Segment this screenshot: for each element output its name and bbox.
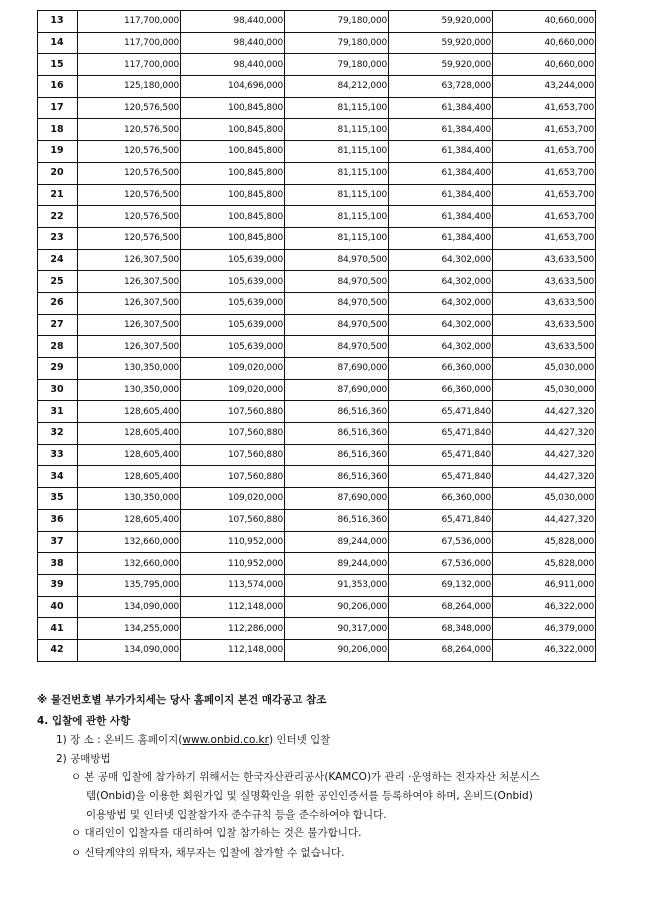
item-number-cell: 25 [38, 271, 78, 293]
price-cell: 46,379,000 [493, 618, 596, 640]
section-title: 4. 입찰에 관한 사항 [37, 715, 131, 727]
item-number-cell: 20 [38, 162, 78, 184]
price-cell: 61,384,400 [389, 227, 493, 249]
price-cell: 110,952,000 [181, 553, 285, 575]
price-cell: 43,633,500 [493, 292, 596, 314]
bid-location-suffix: ) 인터넷 입찰 [268, 734, 331, 746]
price-cell: 117,700,000 [78, 32, 181, 54]
table-row [38, 574, 596, 596]
price-cell: 126,307,500 [78, 292, 181, 314]
table-row [38, 97, 596, 119]
price-cell: 44,427,320 [493, 509, 596, 531]
price-cell: 86,516,360 [285, 466, 389, 488]
price-cell: 44,427,320 [493, 466, 596, 488]
price-cell: 117,700,000 [78, 11, 181, 33]
price-cell: 100,845,800 [181, 227, 285, 249]
item-number-cell: 19 [38, 141, 78, 163]
item-number-cell: 28 [38, 336, 78, 358]
price-cell: 120,576,500 [78, 141, 181, 163]
price-cell: 79,180,000 [285, 32, 389, 54]
price-cell: 81,115,100 [285, 162, 389, 184]
bid-location-item [56, 733, 330, 747]
item-number-cell: 15 [38, 54, 78, 76]
price-cell: 44,427,320 [493, 423, 596, 445]
bullet-agent-restriction: ㅇ 대리인이 입찰자를 대리하여 입찰 참가하는 것은 불가합니다. [71, 827, 362, 839]
price-cell: 112,148,000 [181, 596, 285, 618]
price-cell: 84,212,000 [285, 76, 389, 98]
item-number-cell: 24 [38, 249, 78, 271]
item-number-cell: 34 [38, 466, 78, 488]
price-cell: 87,690,000 [285, 488, 389, 510]
price-schedule-body [38, 11, 596, 662]
price-cell: 66,360,000 [389, 358, 493, 380]
price-cell: 68,264,000 [389, 639, 493, 661]
bid-location-prefix: 1) 장 소 : 온비드 홈페이지( [56, 734, 183, 746]
item-number-cell: 22 [38, 206, 78, 228]
price-cell: 68,264,000 [389, 596, 493, 618]
price-cell: 40,660,000 [493, 54, 596, 76]
price-cell: 120,576,500 [78, 119, 181, 141]
price-cell: 126,307,500 [78, 336, 181, 358]
price-cell: 61,384,400 [389, 97, 493, 119]
price-cell: 90,317,000 [285, 618, 389, 640]
price-cell: 100,845,800 [181, 119, 285, 141]
price-cell: 84,970,500 [285, 336, 389, 358]
price-cell: 64,302,000 [389, 314, 493, 336]
price-cell: 46,911,000 [493, 574, 596, 596]
table-row [38, 444, 596, 466]
item-number-cell: 26 [38, 292, 78, 314]
table-row [38, 336, 596, 358]
price-cell: 126,307,500 [78, 249, 181, 271]
price-cell: 110,952,000 [181, 531, 285, 553]
price-cell: 67,536,000 [389, 531, 493, 553]
price-cell: 79,180,000 [285, 54, 389, 76]
price-cell: 59,920,000 [389, 11, 493, 33]
price-cell: 134,090,000 [78, 596, 181, 618]
item-number-cell: 40 [38, 596, 78, 618]
price-cell: 45,828,000 [493, 553, 596, 575]
price-cell: 81,115,100 [285, 184, 389, 206]
price-cell: 100,845,800 [181, 206, 285, 228]
price-cell: 46,322,000 [493, 639, 596, 661]
price-cell: 43,633,500 [493, 314, 596, 336]
price-cell: 128,605,400 [78, 466, 181, 488]
table-row [38, 76, 596, 98]
item-number-cell: 35 [38, 488, 78, 510]
price-cell: 105,639,000 [181, 292, 285, 314]
price-cell: 134,255,000 [78, 618, 181, 640]
price-cell: 90,206,000 [285, 596, 389, 618]
price-cell: 112,286,000 [181, 618, 285, 640]
price-cell: 65,471,840 [389, 509, 493, 531]
price-cell: 61,384,400 [389, 119, 493, 141]
price-cell: 41,653,700 [493, 97, 596, 119]
table-row [38, 553, 596, 575]
table-row [38, 32, 596, 54]
bullet-registration-line2: 템(Onbid)을 이용한 회원가입 및 실명확인을 위한 공인인증서를 등록하여야 하며, 온비드(Onbid) [86, 790, 533, 802]
price-cell: 84,970,500 [285, 314, 389, 336]
price-cell: 128,605,400 [78, 444, 181, 466]
table-row [38, 141, 596, 163]
price-cell: 59,920,000 [389, 32, 493, 54]
item-number-cell: 23 [38, 227, 78, 249]
price-cell: 107,560,880 [181, 401, 285, 423]
price-cell: 112,148,000 [181, 639, 285, 661]
price-cell: 98,440,000 [181, 54, 285, 76]
onbid-link[interactable]: www.onbid.co.kr [182, 734, 269, 746]
price-cell: 134,090,000 [78, 639, 181, 661]
price-cell: 64,302,000 [389, 249, 493, 271]
price-cell: 109,020,000 [181, 488, 285, 510]
table-row [38, 488, 596, 510]
price-cell: 100,845,800 [181, 162, 285, 184]
table-row [38, 314, 596, 336]
item-number-cell: 33 [38, 444, 78, 466]
price-cell: 46,322,000 [493, 596, 596, 618]
price-cell: 109,020,000 [181, 379, 285, 401]
price-cell: 105,639,000 [181, 249, 285, 271]
item-number-cell: 13 [38, 11, 78, 33]
price-cell: 43,633,500 [493, 249, 596, 271]
price-cell: 81,115,100 [285, 119, 389, 141]
price-cell: 130,350,000 [78, 358, 181, 380]
table-row [38, 509, 596, 531]
item-number-cell: 27 [38, 314, 78, 336]
price-cell: 128,605,400 [78, 423, 181, 445]
price-cell: 128,605,400 [78, 509, 181, 531]
price-cell: 41,653,700 [493, 141, 596, 163]
item-number-cell: 30 [38, 379, 78, 401]
price-cell: 135,795,000 [78, 574, 181, 596]
price-cell: 105,639,000 [181, 314, 285, 336]
item-number-cell: 36 [38, 509, 78, 531]
table-row [38, 531, 596, 553]
price-cell: 107,560,880 [181, 423, 285, 445]
table-row [38, 639, 596, 661]
price-cell: 63,728,000 [389, 76, 493, 98]
price-cell: 87,690,000 [285, 358, 389, 380]
table-row [38, 119, 596, 141]
price-cell: 61,384,400 [389, 162, 493, 184]
price-cell: 120,576,500 [78, 227, 181, 249]
price-cell: 132,660,000 [78, 553, 181, 575]
price-schedule-table [37, 10, 596, 662]
price-cell: 81,115,100 [285, 141, 389, 163]
item-number-cell: 32 [38, 423, 78, 445]
price-cell: 86,516,360 [285, 444, 389, 466]
table-row [38, 292, 596, 314]
item-number-cell: 18 [38, 119, 78, 141]
item-number-cell: 16 [38, 76, 78, 98]
price-cell: 86,516,360 [285, 401, 389, 423]
price-cell: 45,030,000 [493, 358, 596, 380]
price-cell: 84,970,500 [285, 271, 389, 293]
price-cell: 91,353,000 [285, 574, 389, 596]
price-cell: 100,845,800 [181, 97, 285, 119]
price-cell: 40,660,000 [493, 32, 596, 54]
item-number-cell: 17 [38, 97, 78, 119]
table-row [38, 54, 596, 76]
item-number-cell: 29 [38, 358, 78, 380]
price-cell: 120,576,500 [78, 162, 181, 184]
vat-note: ※ 물건번호별 부가가치세는 당사 홈페이지 본건 매각공고 참조 [37, 694, 327, 706]
table-row [38, 358, 596, 380]
bid-method-item: 2) 공매방법 [56, 753, 111, 765]
price-cell: 65,471,840 [389, 401, 493, 423]
table-row [38, 11, 596, 33]
table-row [38, 423, 596, 445]
table-row [38, 401, 596, 423]
price-cell: 43,244,000 [493, 76, 596, 98]
price-cell: 41,653,700 [493, 227, 596, 249]
price-cell: 87,690,000 [285, 379, 389, 401]
price-cell: 117,700,000 [78, 54, 181, 76]
bullet-registration-line1: ㅇ 본 공매 입찰에 참가하기 위해서는 한국자산관리공사(KAMCO)가 관리 ·운영하는 전자자산 처분시스 [71, 771, 540, 783]
price-cell: 100,845,800 [181, 184, 285, 206]
price-cell: 44,427,320 [493, 401, 596, 423]
price-cell: 128,605,400 [78, 401, 181, 423]
price-cell: 84,970,500 [285, 292, 389, 314]
item-number-cell: 31 [38, 401, 78, 423]
item-number-cell: 14 [38, 32, 78, 54]
price-cell: 69,132,000 [389, 574, 493, 596]
price-cell: 64,302,000 [389, 271, 493, 293]
price-cell: 59,920,000 [389, 54, 493, 76]
price-cell: 44,427,320 [493, 444, 596, 466]
price-cell: 65,471,840 [389, 444, 493, 466]
price-cell: 105,639,000 [181, 271, 285, 293]
table-row [38, 618, 596, 640]
price-cell: 65,471,840 [389, 466, 493, 488]
price-cell: 64,302,000 [389, 336, 493, 358]
price-cell: 45,030,000 [493, 488, 596, 510]
item-number-cell: 37 [38, 531, 78, 553]
price-cell: 43,633,500 [493, 271, 596, 293]
price-cell: 89,244,000 [285, 553, 389, 575]
price-cell: 132,660,000 [78, 531, 181, 553]
price-cell: 104,696,000 [181, 76, 285, 98]
table-row [38, 206, 596, 228]
price-cell: 43,633,500 [493, 336, 596, 358]
price-cell: 120,576,500 [78, 97, 181, 119]
price-cell: 113,574,000 [181, 574, 285, 596]
price-cell: 120,576,500 [78, 184, 181, 206]
table-row [38, 466, 596, 488]
price-cell: 61,384,400 [389, 184, 493, 206]
price-cell: 109,020,000 [181, 358, 285, 380]
price-cell: 45,828,000 [493, 531, 596, 553]
table-row [38, 271, 596, 293]
price-cell: 41,653,700 [493, 184, 596, 206]
price-cell: 125,180,000 [78, 76, 181, 98]
price-cell: 98,440,000 [181, 32, 285, 54]
price-cell: 105,639,000 [181, 336, 285, 358]
price-cell: 66,360,000 [389, 488, 493, 510]
table-row [38, 184, 596, 206]
price-cell: 67,536,000 [389, 553, 493, 575]
table-row [38, 227, 596, 249]
price-cell: 120,576,500 [78, 206, 181, 228]
price-cell: 40,660,000 [493, 11, 596, 33]
price-cell: 45,030,000 [493, 379, 596, 401]
bullet-trustor-restriction: ㅇ 신탁계약의 위탁자, 채무자는 입찰에 참가할 수 없습니다. [71, 847, 345, 859]
price-cell: 61,384,400 [389, 206, 493, 228]
price-cell: 64,302,000 [389, 292, 493, 314]
price-cell: 126,307,500 [78, 271, 181, 293]
price-cell: 126,307,500 [78, 314, 181, 336]
price-cell: 130,350,000 [78, 379, 181, 401]
price-cell: 86,516,360 [285, 509, 389, 531]
price-cell: 41,653,700 [493, 206, 596, 228]
table-row [38, 162, 596, 184]
item-number-cell: 42 [38, 639, 78, 661]
price-cell: 130,350,000 [78, 488, 181, 510]
price-cell: 66,360,000 [389, 379, 493, 401]
price-cell: 107,560,880 [181, 444, 285, 466]
table-row [38, 379, 596, 401]
bullet-registration-line3: 이용방법 및 인터넷 입찰참가자 준수규칙 등을 준수하여야 합니다. [86, 809, 387, 821]
price-cell: 89,244,000 [285, 531, 389, 553]
price-cell: 65,471,840 [389, 423, 493, 445]
price-cell: 84,970,500 [285, 249, 389, 271]
price-cell: 41,653,700 [493, 119, 596, 141]
price-cell: 79,180,000 [285, 11, 389, 33]
table-row [38, 249, 596, 271]
price-cell: 68,348,000 [389, 618, 493, 640]
price-cell: 81,115,100 [285, 206, 389, 228]
price-cell: 107,560,880 [181, 509, 285, 531]
price-cell: 107,560,880 [181, 466, 285, 488]
price-cell: 90,206,000 [285, 639, 389, 661]
table-row [38, 596, 596, 618]
price-cell: 81,115,100 [285, 227, 389, 249]
price-cell: 61,384,400 [389, 141, 493, 163]
item-number-cell: 39 [38, 574, 78, 596]
price-cell: 98,440,000 [181, 11, 285, 33]
price-cell: 41,653,700 [493, 162, 596, 184]
price-cell: 81,115,100 [285, 97, 389, 119]
item-number-cell: 41 [38, 618, 78, 640]
price-cell: 86,516,360 [285, 423, 389, 445]
price-cell: 100,845,800 [181, 141, 285, 163]
item-number-cell: 21 [38, 184, 78, 206]
item-number-cell: 38 [38, 553, 78, 575]
